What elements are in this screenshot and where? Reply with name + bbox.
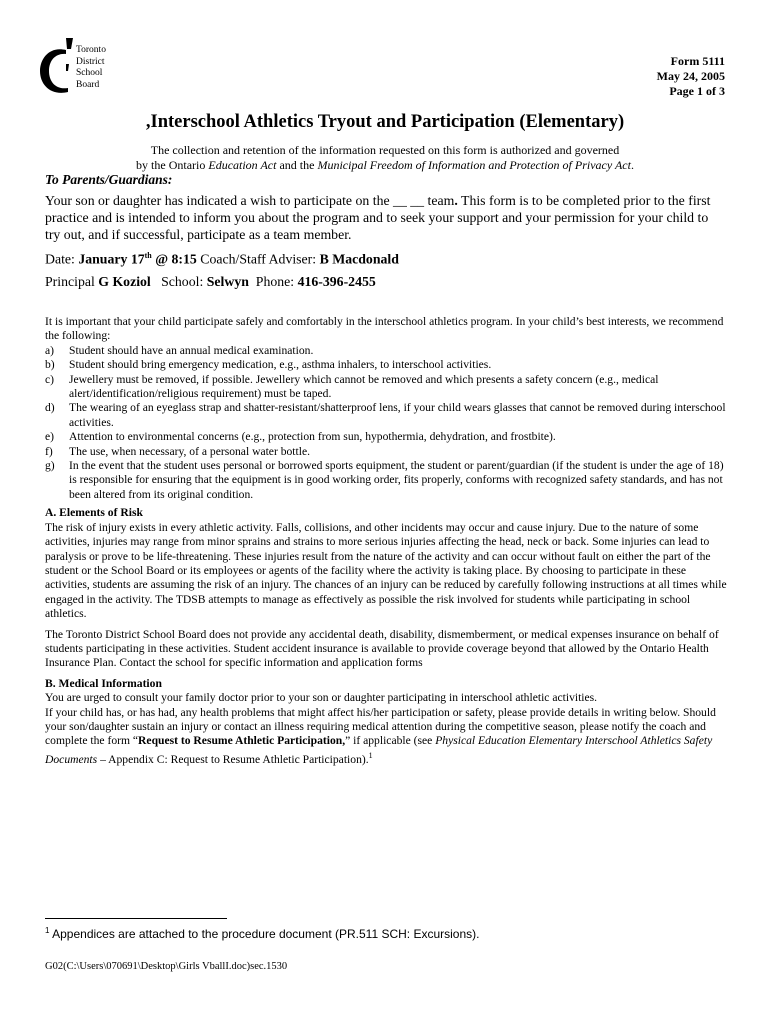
- intro-text: .: [454, 193, 458, 208]
- list-label: b): [45, 358, 55, 372]
- section-b-paragraph: [45, 706, 727, 767]
- footnote-mark: 1: [45, 926, 50, 935]
- date-line: [45, 251, 399, 268]
- list-text: The wearing of an eyeglass strap and shatter-resistant/shatterproof lens, if your child wears glasses that cannot be removed during interschool activities.: [69, 401, 726, 429]
- document-title: ,Interschool Athletics Tryout and Participation (Elementary): [145, 112, 625, 132]
- list-label: g): [45, 459, 55, 473]
- act-name: Education Act: [208, 158, 277, 172]
- list-label: e): [45, 430, 55, 444]
- section-a-paragraph-1: The risk of injury exists in every athletic activity. Falls, collisions, and other incidents may occur and cause injury. Due to the nature of some activities, injuries may range from minor sprains and strains to more serious injuries affecting the head, neck or back. Some injuries can lead to paralysis or prove to be life-threatening. These injuries result from the nature of the activity and can occur without fault on either the part of the student or the School Board or its employees or agents of the facility where the activity is taking place. By choosing to participate in these activities, students are assuming the risk of an injury. The chances of an injury can be reduced by carefully following instructions at all times while engaged in the activity. The TDSB attempts to manage as effectively as possible the risk involved for students while participating in school athletics.: [45, 520, 727, 621]
- list-label: d): [45, 401, 55, 415]
- salutation: To Parents/Guardians:: [45, 172, 173, 187]
- safety-list: [45, 344, 727, 502]
- phone-label: Phone:: [248, 274, 298, 289]
- notice-text: .: [630, 158, 634, 172]
- principal-value: G Koziol: [98, 274, 151, 289]
- logo-line: District: [76, 56, 105, 67]
- section-a-heading: A. Elements of Risk: [45, 506, 143, 520]
- list-item: [45, 344, 727, 358]
- intro-text: This form is to be completed prior to the first practice and is intended to inform you about the program and to seek your support and your permission for your child to try out, and if successful, participate as a team member.: [45, 193, 711, 242]
- notice-line-1: The collection and retention of the information requested on this form is authorized and governed: [150, 143, 620, 157]
- principal-label: Principal: [45, 274, 99, 289]
- form-meta: [657, 54, 725, 99]
- date-suffix: th: [144, 251, 152, 260]
- list-text: Jewellery must be removed, if possible. Jewellery which cannot be removed and which presents a safety concern (e.g., medical alert/identification/religious requirement) must be taped.: [69, 372, 659, 401]
- date-label: Date:: [45, 251, 79, 267]
- section-b-line-1: You are urged to consult your family doctor prior to your son or daughter participating in interschool athletic activities.: [45, 691, 598, 705]
- safety-intro: It is important that your child participate safely and comfortably in the interschool athletics program. In your child’s best interests, we recommend the following:: [45, 315, 724, 343]
- act-name: Municipal Freedom of Information and Protection of Privacy Act: [317, 158, 631, 172]
- list-item: [45, 445, 727, 459]
- school-value: Selwyn: [206, 274, 249, 289]
- list-text: Student should have an annual medical examination.: [69, 343, 314, 357]
- list-text: Attention to environmental concerns (e.g., protection from sun, hypothermia, dehydration, and frostbite).: [69, 430, 556, 444]
- list-text: The use, when necessary, of a personal water bottle.: [69, 444, 311, 458]
- page-number: Page 1 of 3: [669, 84, 725, 98]
- footnote-ref: 1: [368, 750, 373, 760]
- section-b-text: – Appendix C: Request to Resume Athletic Participation).: [97, 752, 369, 766]
- intro-paragraph: [45, 192, 725, 243]
- section-b-text: If your child has, or has had, any health problems that might affect his/her participation or safety, please provide details in writing below. Should your son/daughter sustain an injury or contact an illness requiring medical attention during the competitive season, please notify the coach and complete the form “: [45, 705, 716, 748]
- time-value: @ 8:15: [151, 251, 197, 267]
- list-item: [45, 373, 727, 402]
- intro-text: Your son or daughter has indicated a wish to participate on the __ __ team: [45, 193, 455, 208]
- school-label: School:: [150, 274, 207, 289]
- logo-line: School: [76, 68, 103, 78]
- list-item: [45, 401, 727, 430]
- principal-line: [45, 274, 376, 290]
- form-number: Form 5111: [670, 54, 725, 68]
- footnote: [45, 926, 479, 941]
- file-path: G02(C:\Users\070691\Desktop\Girls VballI.doc)sec.1530: [45, 961, 288, 972]
- form-name: Request to Resume Athletic Participation,: [138, 734, 346, 748]
- section-a-paragraph-2: The Toronto District School Board does not provide any accidental death, disability, dismemberment, or medical expenses insurance on behalf of students participating in these activities. Student accident insurance is available to provide coverage beyond that allowed by the Ontario Health Insurance Plan. Contact the school for specific information and application forms: [45, 627, 719, 670]
- list-item: [45, 459, 727, 502]
- tdsb-logo: [36, 38, 116, 100]
- adviser-label: Coach/Staff Adviser:: [196, 251, 320, 267]
- tdsb-c-logo-icon: [36, 38, 80, 100]
- logo-text: [76, 45, 106, 91]
- phone-value: 416-396-2455: [297, 274, 376, 289]
- footnote-divider: [45, 918, 227, 919]
- document-reference: Physical Education Elementary Interschool Athletics Safety Documents: [45, 734, 713, 766]
- list-item: [45, 358, 727, 372]
- form-date: May 24, 2005: [656, 69, 725, 83]
- list-label: c): [45, 372, 55, 386]
- notice-text: and the: [276, 158, 318, 172]
- footnote-text: Appendices are attached to the procedure document (PR.511 SCH: Excursions).: [49, 927, 480, 941]
- list-label: a): [45, 343, 55, 357]
- notice-line-2: [0, 158, 770, 173]
- section-b-text: ” if applicable (see: [345, 734, 436, 748]
- section-b-heading: B. Medical Information: [45, 676, 162, 690]
- logo-line: Board: [76, 79, 100, 90]
- list-item: [45, 430, 727, 444]
- notice-text: by the Ontario: [136, 158, 209, 172]
- list-text: In the event that the student uses personal or borrowed sports equipment, the student or parent/guardian (if the student is under the age of 18) is responsible for ensuring that the equipment is in good working order, fits properly, conforms with recognized safety standards, and has not been altered from its original condition.: [69, 459, 724, 501]
- list-text: Student should bring emergency medication, e.g., asthma inhalers, to interschool activities.: [69, 358, 492, 372]
- logo-line: Toronto: [76, 45, 106, 55]
- adviser-value: B Macdonald: [319, 251, 399, 267]
- document-body: [45, 315, 727, 767]
- privacy-notice: [0, 143, 770, 173]
- list-label: f): [45, 444, 53, 458]
- date-value: January 17: [78, 251, 145, 267]
